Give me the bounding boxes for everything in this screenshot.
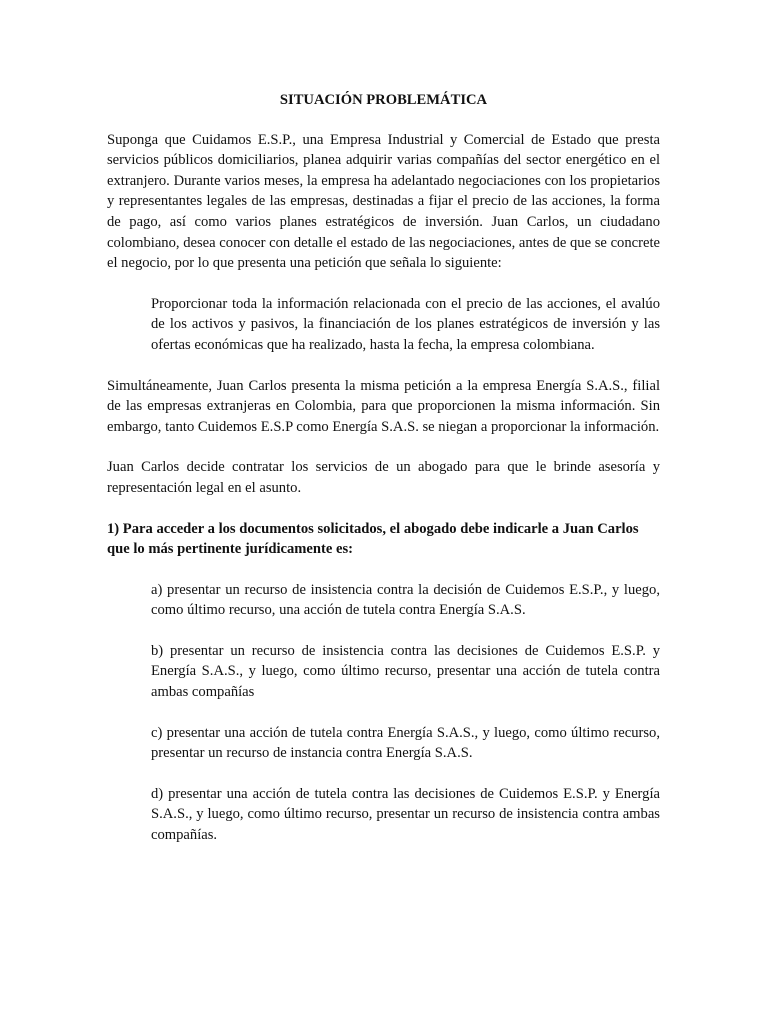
lawyer-paragraph: Juan Carlos decide contratar los servicios de un abogado para que le brinde asesoría y representación legal en el asunto. — [107, 459, 660, 496]
intro-paragraph: Suponga que Cuidamos E.S.P., una Empresa Industrial y Comercial de Estado que presta servicios públicos domiciliarios, planea adquirir varias compañías del sector energético en el extranjero. Durante varios meses, la empresa ha adelantado negociaciones con los propietarios y representantes legales de las empresas, destinadas a fijar el precio de las acciones, la forma de pago, así como varios planes estratégicos de inversión. Juan Carlos, un ciudadano colombiano, desea conocer con detalle el estado de las negociaciones, antes de que se concrete el negocio, por lo que presenta una petición que señala lo siguiente: — [107, 131, 660, 272]
document-page — [107, 90, 660, 866]
option-a: a) presentar un recurso de insistencia contra la decisión de Cuidemos E.S.P., y luego, como último recurso, una acción de tutela contra Energía S.A.S. — [151, 581, 660, 619]
option-d: d) presentar una acción de tutela contra las decisiones de Cuidemos E.S.P. y Energía S.A.S., y luego, como último recurso, presentar un recurso de insistencia contra ambas compañías. — [151, 785, 660, 844]
option-c: c) presentar una acción de tutela contra Energía S.A.S., y luego, como último recurso, presentar un recurso de instancia contra Energía S.A.S. — [151, 724, 660, 762]
question-1: 1) Para acceder a los documentos solicitados, el abogado debe indicarle a Juan Carlos que lo más pertinente jurídicamente es: — [107, 520, 639, 558]
petition-quote: Proporcionar toda la información relacionada con el precio de las acciones, el avalúo de los activos y pasivos, la financiación de los planes estratégicos de inversión y las ofertas económicas que ha realizado, hasta la fecha, la empresa colombiana. — [151, 295, 660, 353]
simultaneous-paragraph: Simultáneamente, Juan Carlos presenta la misma petición a la empresa Energía S.A.S., filial de las empresas extranjeras en Colombia, para que proporcionen la misma información. Sin embargo, tanto Cuidemos E.S.P como Energía S.A.S. se niegan a proporcionar la información. — [107, 377, 660, 435]
document-title: SITUACIÓN PROBLEMÁTICA — [279, 92, 488, 108]
option-b: b) presentar un recurso de insistencia contra las decisiones de Cuidemos E.S.P. y Energía S.A.S., y luego, como último recurso, presentar una acción de tutela contra ambas compañías — [151, 642, 660, 701]
